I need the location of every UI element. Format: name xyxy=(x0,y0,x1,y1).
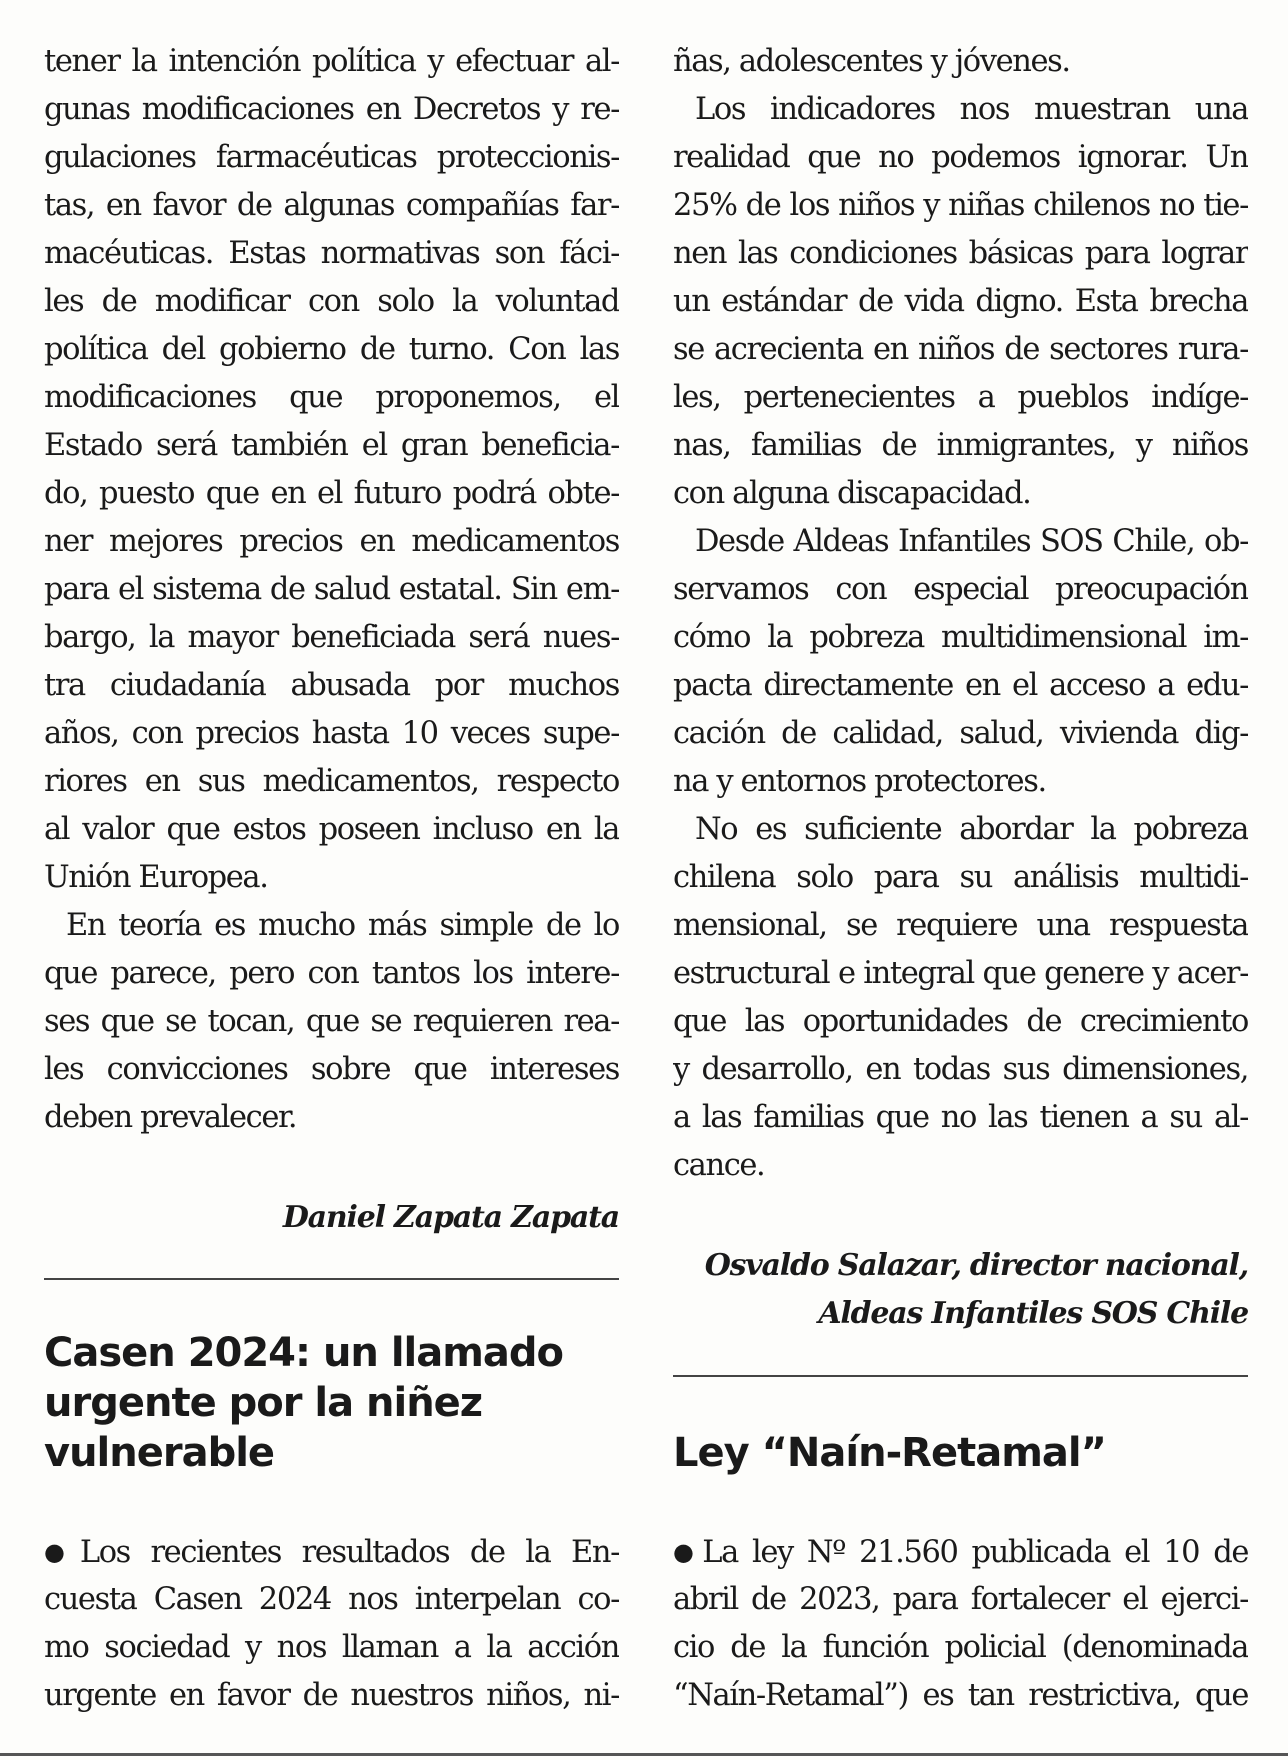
bullet-icon: ● xyxy=(673,1538,699,1566)
text-line: tra ciudadanía abusada por muchos xyxy=(44,668,619,703)
text-line: “Naín-Retamal”) es tan restrictiva, que xyxy=(673,1678,1248,1713)
page-bottom-rule xyxy=(0,1753,1288,1756)
text-line: riores en sus medicamentos, respecto xyxy=(44,764,619,799)
text-line: años, con precios hasta 10 veces supe- xyxy=(44,716,619,751)
text-line: mo sociedad y nos llaman a la acción xyxy=(44,1630,619,1665)
text-line: un estándar de vida digno. Esta brecha xyxy=(673,284,1248,319)
text-line: ñas, adolescentes y jóvenes. xyxy=(673,44,1070,79)
text-line: pacta directamente en el acceso a edu- xyxy=(673,668,1248,703)
text-line: urgente en favor de nuestros niños, ni- xyxy=(44,1678,619,1713)
text-line: que parece, pero con tantos los intere- xyxy=(44,956,619,991)
text-line: do, puesto que en el futuro podrá obte- xyxy=(44,476,619,511)
text-line: Estado será también el gran beneficia- xyxy=(44,428,619,463)
text-line: cance. xyxy=(673,1148,765,1183)
text-line: mensional, se requiere una respuesta xyxy=(673,908,1248,943)
text-line: estructural e integral que genere y acer- xyxy=(673,956,1248,991)
text-line: chilena solo para su análisis multidi- xyxy=(673,860,1248,895)
text-line: En teoría es mucho más simple de lo xyxy=(66,908,619,943)
text-line: No es suficiente abordar la pobreza xyxy=(695,812,1248,847)
text-line: gunas modificaciones en Decretos y re- xyxy=(44,92,619,127)
text-line: servamos con especial preocupación xyxy=(673,572,1248,607)
text-line: política del gobierno de turno. Con las xyxy=(44,332,619,367)
text-line: tener la intención política y efectuar al- xyxy=(44,44,619,79)
text-line: abril de 2023, para fortalecer el ejerci- xyxy=(673,1582,1248,1617)
text-line: para el sistema de salud estatal. Sin em- xyxy=(44,572,619,607)
text-line: nen las condiciones básicas para lograr xyxy=(673,236,1248,271)
text-line: y desarrollo, en todas sus dimensiones, xyxy=(673,1052,1248,1087)
text-line: deben prevalecer. xyxy=(44,1100,297,1135)
text-line: modificaciones que proponemos, el xyxy=(44,380,619,415)
headline-line: Casen 2024: un llamado xyxy=(44,1330,564,1376)
text-line: cio de la función policial (denominada xyxy=(673,1630,1248,1665)
text-line: tas, en favor de algunas compañías far- xyxy=(44,188,619,223)
text-line: gulaciones farmacéuticas proteccionis- xyxy=(44,140,619,175)
author-signature: Osvaldo Salazar, director nacional, xyxy=(704,1248,1248,1283)
text-line: na y entornos protectores. xyxy=(673,764,1046,799)
text-line: a las familias que no las tienen a su al- xyxy=(673,1100,1248,1135)
text-line: bargo, la mayor beneficiada será nues- xyxy=(44,620,619,655)
text-line: ner mejores precios en medicamentos xyxy=(44,524,619,559)
text-line: Unión Europea. xyxy=(44,860,268,895)
bullet-icon: ● xyxy=(44,1538,76,1566)
text-line: al valor que estos poseen incluso en la xyxy=(44,812,619,847)
text-line: que las oportunidades de crecimiento xyxy=(673,1004,1248,1039)
author-affiliation: Aldeas Infantiles SOS Chile xyxy=(818,1296,1248,1331)
text-line: ● Los recientes resultados de la En- xyxy=(44,1535,619,1570)
text-line: les, pertenecientes a pueblos indíge- xyxy=(673,380,1248,415)
section-divider xyxy=(673,1375,1248,1377)
text-line: nas, familias de inmigrantes, y niños xyxy=(673,428,1248,463)
text-line: les de modificar con solo la voluntad xyxy=(44,284,619,319)
text-line: Los indicadores nos muestran una xyxy=(695,92,1248,127)
text-line: con alguna discapacidad. xyxy=(673,476,1031,511)
text-line: ses que se tocan, que se requieren rea- xyxy=(44,1004,619,1039)
headline-line: vulnerable xyxy=(44,1430,275,1476)
text-line: macéuticas. Estas normativas son fáci- xyxy=(44,236,619,271)
text-line: se acrecienta en niños de sectores rura- xyxy=(673,332,1248,367)
text-line: ● La ley Nº 21.560 publicada el 10 de xyxy=(673,1535,1248,1570)
text-line: cómo la pobreza multidimensional im- xyxy=(673,620,1248,655)
text-line: Desde Aldeas Infantiles SOS Chile, ob- xyxy=(695,524,1248,559)
text-line: les convicciones sobre que intereses xyxy=(44,1052,619,1087)
text-line: 25% de los niños y niñas chilenos no tie- xyxy=(673,188,1248,223)
text-line: realidad que no podemos ignorar. Un xyxy=(673,140,1248,175)
section-divider xyxy=(44,1278,619,1280)
article-headline: Ley “Naín-Retamal” xyxy=(673,1430,1106,1476)
text-line: cación de calidad, salud, vivienda dig- xyxy=(673,716,1248,751)
headline-line: urgente por la niñez xyxy=(44,1380,483,1426)
text-line: cuesta Casen 2024 nos interpelan co- xyxy=(44,1582,619,1617)
author-signature: Daniel Zapata Zapata xyxy=(282,1200,619,1235)
